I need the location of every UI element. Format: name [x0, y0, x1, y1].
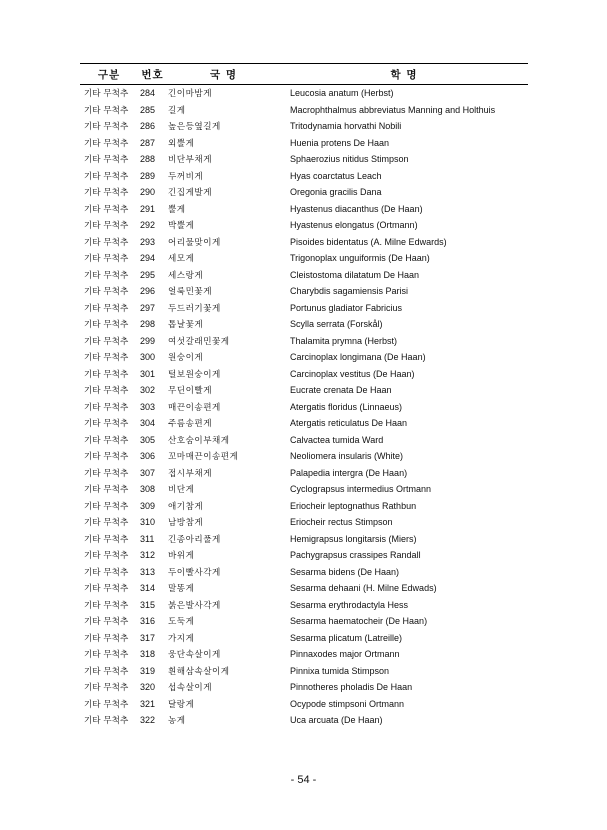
- cell-category: 기타 무척추: [84, 666, 129, 677]
- cell-scientific-name: Ocypode stimpsoni Ortmann: [290, 698, 405, 709]
- cell-category: 기타 무척추: [84, 683, 129, 694]
- cell-category: 기타 무척추: [84, 600, 129, 611]
- cell-number: 285: [140, 104, 156, 115]
- cell-number: 294: [140, 253, 156, 264]
- cell-scientific-name: Scylla serrata (Forskål): [290, 319, 383, 330]
- header-number: 번호: [138, 64, 167, 85]
- cell-scientific-name: Thalamita prymna (Herbst): [290, 335, 398, 346]
- table-header: [80, 64, 528, 85]
- cell-korean-name: 높은등옆길게: [168, 122, 221, 133]
- table-row: [80, 234, 528, 251]
- cell-category: 기타 무척추: [84, 402, 129, 413]
- cell-korean-name: 꼬마매끈이송편게: [168, 452, 239, 463]
- cell-category: 기타 무척추: [84, 221, 129, 232]
- header-korean-name: 국 명: [167, 64, 280, 85]
- cell-korean-name: 긴종아리풀게: [168, 534, 221, 545]
- cell-number: 304: [140, 418, 156, 429]
- cell-korean-name: 섭속살이게: [168, 683, 213, 694]
- table-row: [80, 168, 528, 185]
- cell-korean-name: 애기참게: [168, 501, 204, 512]
- table-row: [80, 349, 528, 366]
- cell-korean-name: 무딘이빨게: [168, 386, 213, 397]
- cell-korean-name: 주름송편게: [168, 419, 213, 430]
- cell-scientific-name: Pinnixa tumida Stimpson: [290, 665, 390, 676]
- table-row: [80, 366, 528, 383]
- cell-scientific-name: Atergatis floridus (Linnaeus): [290, 401, 403, 412]
- cell-number: 302: [140, 385, 156, 396]
- header-category: 구분: [80, 64, 138, 85]
- cell-number: 305: [140, 434, 156, 445]
- table-row: [80, 415, 528, 432]
- cell-scientific-name: Sphaerozius nitidus Stimpson: [290, 154, 409, 165]
- table-row: [80, 316, 528, 333]
- table-row: [80, 498, 528, 515]
- cell-category: 기타 무척추: [84, 138, 129, 149]
- cell-scientific-name: Charybdis sagamiensis Parisi: [290, 286, 409, 297]
- cell-korean-name: 외뿔게: [168, 138, 195, 149]
- cell-number: 299: [140, 335, 156, 346]
- cell-category: 기타 무척추: [84, 204, 129, 215]
- cell-scientific-name: Uca arcuata (De Haan): [290, 715, 383, 726]
- cell-number: 309: [140, 500, 156, 511]
- cell-category: 기타 무척추: [84, 270, 129, 281]
- table-row: [80, 712, 528, 729]
- cell-scientific-name: Sesarma dehaani (H. Milne Edwads): [290, 583, 437, 594]
- cell-number: 287: [140, 137, 156, 148]
- cell-category: 기타 무척추: [84, 617, 129, 628]
- header-row: [80, 64, 528, 85]
- header-scientific-name: 학 명: [280, 64, 528, 85]
- table-row: [80, 531, 528, 548]
- table-row: [80, 151, 528, 168]
- cell-number: 316: [140, 616, 156, 627]
- table-row: [80, 267, 528, 284]
- cell-scientific-name: Hemigrapsus longitarsis (Miers): [290, 533, 417, 544]
- cell-korean-name: 산호숨이부채게: [168, 435, 230, 446]
- table-row: [80, 118, 528, 135]
- cell-korean-name: 접시부채게: [168, 468, 213, 479]
- cell-korean-name: 매끈이송편게: [168, 402, 221, 413]
- cell-scientific-name: Leucosia anatum (Herbst): [290, 88, 394, 99]
- cell-scientific-name: Neoliomera insularis (White): [290, 451, 404, 462]
- cell-korean-name: 어리물맞이게: [168, 237, 221, 248]
- cell-scientific-name: Oregonia gracilis Dana: [290, 187, 382, 198]
- cell-korean-name: 톱날꽃게: [168, 320, 204, 331]
- cell-number: 308: [140, 484, 156, 495]
- cell-category: 기타 무척추: [84, 320, 129, 331]
- cell-number: 284: [140, 88, 156, 99]
- table-row: [80, 580, 528, 597]
- cell-scientific-name: Palapedia intergra (De Haan): [290, 467, 408, 478]
- cell-scientific-name: Macrophthalmus abbreviatus Manning and Holthuis: [290, 104, 496, 115]
- table-row: [80, 679, 528, 696]
- cell-korean-name: 두꺼비게: [168, 171, 204, 182]
- cell-number: 318: [140, 649, 156, 660]
- cell-category: 기타 무척추: [84, 501, 129, 512]
- cell-scientific-name: Sesarma bidens (De Haan): [290, 566, 400, 577]
- cell-category: 기타 무척추: [84, 699, 129, 710]
- cell-korean-name: 달랑게: [168, 699, 195, 710]
- cell-scientific-name: Huenia protens De Haan: [290, 137, 390, 148]
- cell-category: 기타 무척추: [84, 452, 129, 463]
- cell-korean-name: 웅단속살이게: [168, 650, 221, 661]
- cell-number: 307: [140, 467, 156, 478]
- cell-scientific-name: Atergatis reticulatus De Haan: [290, 418, 408, 429]
- cell-category: 기타 무척추: [84, 188, 129, 199]
- cell-korean-name: 뿔게: [168, 204, 186, 215]
- cell-number: 314: [140, 583, 156, 594]
- cell-number: 312: [140, 550, 156, 561]
- cell-category: 기타 무척추: [84, 716, 129, 727]
- cell-category: 기타 무척추: [84, 155, 129, 166]
- cell-scientific-name: Tritodynamia horvathi Nobili: [290, 121, 402, 132]
- cell-category: 기타 무척추: [84, 468, 129, 479]
- cell-korean-name: 긴이마밤게: [168, 89, 213, 100]
- cell-korean-name: 가지게: [168, 633, 195, 644]
- cell-scientific-name: Cleistostoma dilatatum De Haan: [290, 269, 420, 280]
- cell-scientific-name: Cyclograpsus intermedius Ortmann: [290, 484, 432, 495]
- cell-scientific-name: Sesarma haematocheir (De Haan): [290, 616, 428, 627]
- cell-korean-name: 얼룩민꽃게: [168, 287, 213, 298]
- cell-scientific-name: Eriocheir rectus Stimpson: [290, 517, 393, 528]
- table-row: [80, 432, 528, 449]
- table-row: [80, 696, 528, 713]
- cell-category: 기타 무척추: [84, 105, 129, 116]
- table-row: [80, 547, 528, 564]
- cell-number: 320: [140, 682, 156, 693]
- cell-number: 310: [140, 517, 156, 528]
- table-row: [80, 663, 528, 680]
- cell-number: 301: [140, 368, 156, 379]
- cell-korean-name: 세모게: [168, 254, 195, 265]
- cell-category: 기타 무척추: [84, 369, 129, 380]
- cell-category: 기타 무척추: [84, 633, 129, 644]
- table-row: [80, 481, 528, 498]
- cell-number: 303: [140, 401, 156, 412]
- cell-korean-name: 원숭이게: [168, 353, 204, 364]
- table-row: [80, 448, 528, 465]
- cell-category: 기타 무척추: [84, 485, 129, 496]
- cell-scientific-name: Sesarma plicatum (Latreille): [290, 632, 403, 643]
- cell-category: 기타 무척추: [84, 89, 129, 100]
- cell-category: 기타 무척추: [84, 171, 129, 182]
- table-row: [80, 135, 528, 152]
- cell-scientific-name: Pinnotheres pholadis De Haan: [290, 682, 413, 693]
- cell-scientific-name: Hyastenus diacanthus (De Haan): [290, 203, 423, 214]
- cell-number: 296: [140, 286, 156, 297]
- cell-category: 기타 무척추: [84, 419, 129, 430]
- cell-number: 300: [140, 352, 156, 363]
- table-body: [80, 85, 528, 729]
- cell-category: 기타 무척추: [84, 650, 129, 661]
- cell-scientific-name: Pisoides bidentatus (A. Milne Edwards): [290, 236, 447, 247]
- cell-korean-name: 비단부채게: [168, 155, 213, 166]
- table-row: [80, 333, 528, 350]
- table-row: [80, 250, 528, 267]
- cell-category: 기타 무척추: [84, 518, 129, 529]
- cell-number: 298: [140, 319, 156, 330]
- cell-number: 321: [140, 698, 156, 709]
- cell-scientific-name: Carcinoplax vestitus (De Haan): [290, 368, 415, 379]
- cell-scientific-name: Pinnaxodes major Ortmann: [290, 649, 400, 660]
- cell-number: 289: [140, 170, 156, 181]
- cell-korean-name: 말똥게: [168, 584, 195, 595]
- cell-category: 기타 무척추: [84, 567, 129, 578]
- cell-scientific-name: Pachygrapsus crassipes Randall: [290, 550, 421, 561]
- cell-category: 기타 무척추: [84, 237, 129, 248]
- cell-number: 293: [140, 236, 156, 247]
- cell-number: 286: [140, 121, 156, 132]
- table-row: [80, 613, 528, 630]
- cell-category: 기타 무척추: [84, 551, 129, 562]
- cell-korean-name: 비단게: [168, 485, 195, 496]
- table-row: [80, 217, 528, 234]
- species-table: [80, 63, 528, 729]
- table-row: [80, 382, 528, 399]
- cell-korean-name: 흰해삼속살이게: [168, 666, 230, 677]
- cell-scientific-name: Eucrate crenata De Haan: [290, 385, 392, 396]
- cell-korean-name: 여섯갈래민꽃게: [168, 336, 230, 347]
- table-row: [80, 85, 528, 102]
- cell-korean-name: 붉은발사각게: [168, 600, 221, 611]
- cell-number: 311: [140, 533, 155, 544]
- cell-scientific-name: Hyastenus elongatus (Ortmann): [290, 220, 418, 231]
- cell-number: 313: [140, 566, 156, 577]
- cell-number: 306: [140, 451, 156, 462]
- cell-scientific-name: Calvactea tumida Ward: [290, 434, 384, 445]
- cell-category: 기타 무척추: [84, 122, 129, 133]
- cell-korean-name: 바위게: [168, 551, 195, 562]
- cell-category: 기타 무척추: [84, 435, 129, 446]
- cell-korean-name: 두이빨사각게: [168, 567, 221, 578]
- cell-scientific-name: Hyas coarctatus Leach: [290, 170, 382, 181]
- table-row: [80, 399, 528, 416]
- cell-scientific-name: Carcinoplax longimana (De Haan): [290, 352, 426, 363]
- table-row: [80, 184, 528, 201]
- table-row: [80, 465, 528, 482]
- table-row: [80, 102, 528, 119]
- cell-number: 319: [140, 665, 156, 676]
- cell-number: 290: [140, 187, 156, 198]
- cell-scientific-name: Eriocheir leptognathus Rathbun: [290, 500, 417, 511]
- table-row: [80, 597, 528, 614]
- cell-korean-name: 길게: [168, 105, 186, 116]
- cell-number: 295: [140, 269, 156, 280]
- cell-category: 기타 무척추: [84, 303, 129, 314]
- cell-number: 291: [140, 203, 156, 214]
- table-row: [80, 630, 528, 647]
- cell-korean-name: 긴집게발게: [168, 188, 213, 199]
- cell-number: 297: [140, 302, 156, 313]
- cell-korean-name: 털보원숭이게: [168, 369, 221, 380]
- page-number: - 54 -: [290, 774, 317, 786]
- cell-category: 기타 무척추: [84, 534, 129, 545]
- table-row: [80, 646, 528, 663]
- cell-korean-name: 박뿔게: [168, 221, 195, 232]
- table-row: [80, 514, 528, 531]
- cell-category: 기타 무척추: [84, 254, 129, 265]
- cell-category: 기타 무척추: [84, 584, 129, 595]
- cell-korean-name: 남방참게: [168, 518, 204, 529]
- cell-number: 292: [140, 220, 156, 231]
- table-row: [80, 564, 528, 581]
- cell-scientific-name: Sesarma erythrodactyla Hess: [290, 599, 409, 610]
- cell-korean-name: 두드러기꽃게: [168, 303, 221, 314]
- cell-korean-name: 농게: [168, 716, 186, 727]
- cell-korean-name: 도둑게: [168, 617, 195, 628]
- table-row: [80, 201, 528, 218]
- cell-number: 317: [140, 632, 156, 643]
- cell-scientific-name: Portunus gladiator Fabricius: [290, 302, 403, 313]
- cell-category: 기타 무척추: [84, 287, 129, 298]
- cell-number: 288: [140, 154, 156, 165]
- cell-korean-name: 세스랑게: [168, 270, 204, 281]
- table-row: [80, 300, 528, 317]
- cell-category: 기타 무척추: [84, 353, 129, 364]
- cell-scientific-name: Trigonoplax unguiformis (De Haan): [290, 253, 430, 264]
- cell-category: 기타 무척추: [84, 386, 129, 397]
- cell-category: 기타 무척추: [84, 336, 129, 347]
- cell-number: 322: [140, 715, 156, 726]
- table-row: [80, 283, 528, 300]
- cell-number: 315: [140, 599, 156, 610]
